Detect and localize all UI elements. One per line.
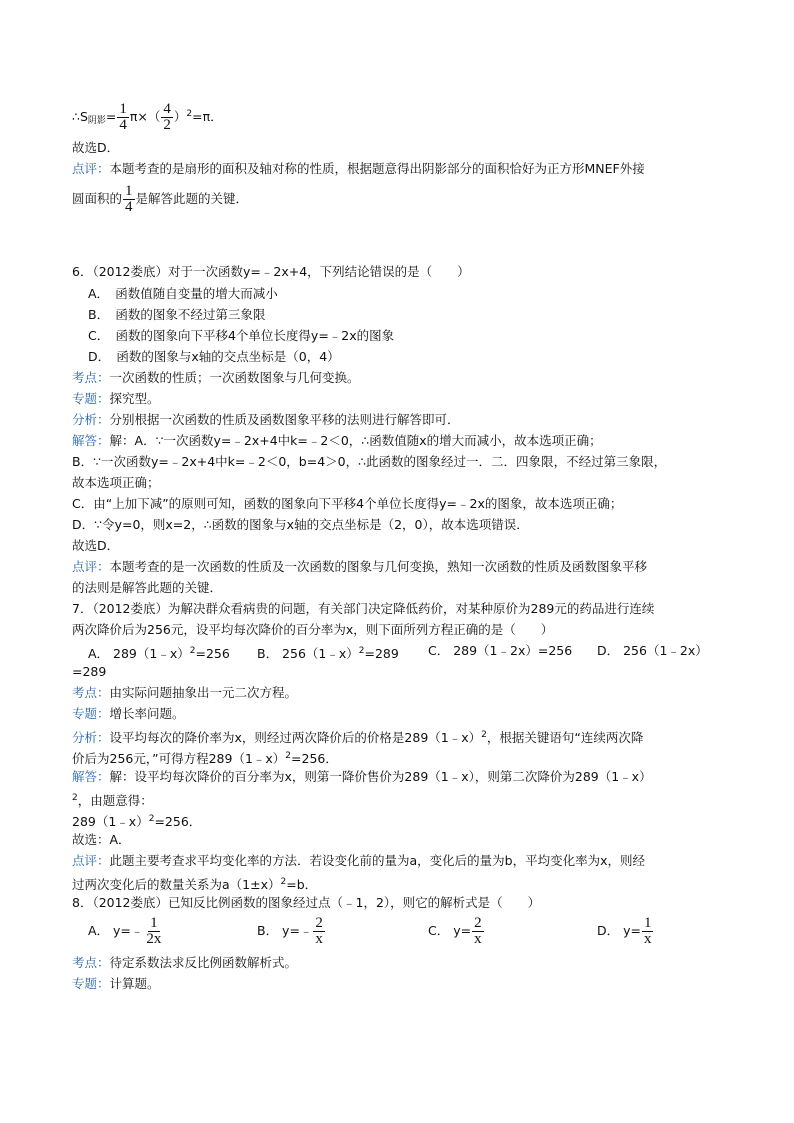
shaded-area-formula: $\therefore S_{阴影}=$ $\frac{1}{4}$ π×（ $\frac{4}{2}$ ）$^2$=π． bbox=[72, 101, 223, 133]
fraction: $\frac{1}{x}$ bbox=[643, 915, 652, 947]
fraction: $\frac{1}{4}$ bbox=[119, 101, 127, 133]
option-b: B． 256（1﹣x）$^2$=289 bbox=[257, 646, 399, 661]
solution-line: 解答：解：A．∵一次函数y=﹣2x+4中k=﹣2＜0，∴函数值随x的增大而减小，故本选项正确； bbox=[72, 433, 602, 448]
topic: 专题：增长率问题。 bbox=[72, 706, 185, 721]
analysis: 分析：分别根据一次函数的性质及函数图象平移的法则进行解答即可． bbox=[72, 412, 460, 427]
option-c: C． y= $\frac{2}{x}$ bbox=[428, 915, 482, 947]
analysis: 价后为256元，”可得方程289（1﹣x）$^2$=256． bbox=[72, 751, 338, 766]
solution-line: B．∵一次函数y=﹣2x+4中k=﹣2＜0，b=4＞0，∴此函数的图象经过一．二．四象限，不经过第三象限， bbox=[72, 454, 667, 469]
option-a: A． 函数值随自变量的增大而减小 bbox=[88, 286, 278, 301]
question-stem: 7．（2012娄底）为解决群众看病贵的问题，有关部门决定降低药价，对某种原价为289元的药品进行连续 bbox=[72, 601, 655, 616]
review-line: 点评：本题考查的是一次函数的性质及一次函数的图象与几何变换，熟知一次函数的性质及函数图象平移 bbox=[72, 559, 648, 574]
review-line: 圆面积的 $\frac{1}{4}$ 是解答此题的关键． bbox=[72, 183, 249, 215]
answer-choice: 故选：A． bbox=[72, 832, 131, 847]
option-a: A． y=﹣ $\frac{1}{2x}$ bbox=[88, 915, 162, 947]
review-line: 过两次变化后的数量关系为$a(1\pm x)^2=b$． bbox=[72, 877, 318, 892]
option-b: B． 函数的图象不经过第三象限 bbox=[88, 307, 266, 322]
option-b: B． y=﹣ $\frac{2}{x}$ bbox=[257, 915, 323, 947]
solution-line: 故本选项正确； bbox=[72, 475, 160, 490]
option-d-wrap: =289 bbox=[72, 664, 107, 679]
question-stem: 两次降价后为256元，设平均每次降价的百分率为x，则下面所列方程正确的是（ ） bbox=[72, 622, 554, 637]
review-line: 点评：此题主要考查求平均变化率的方法．若设变化前的量为a，变化后的量为b，平均变化率为x，则经 bbox=[72, 853, 646, 868]
solution-line: 289（1﹣x）$^2$=256． bbox=[72, 814, 202, 829]
knowledge-point: 考点：待定系数法求反比例函数解析式。 bbox=[72, 955, 298, 970]
solution-line: $^2$，由题意得： bbox=[72, 793, 153, 808]
solution-line: D．∵令y=0，则x=2，∴函数的图象与x轴的交点坐标是（2，0），故本选项错误． bbox=[72, 517, 529, 532]
option-d: D． 256（1﹣2x） bbox=[597, 643, 708, 658]
analysis: 分析：设平均每次的降价率为x，则经过两次降价后的价格是289（1﹣x）$^2$，根据关键语句“连续两次降 bbox=[72, 730, 644, 745]
answer-choice: 故选D． bbox=[72, 538, 120, 553]
option-c: C． 289（1﹣2x）=256 bbox=[428, 643, 573, 658]
question-stem: 6．（2012娄底）对于一次函数y=﹣2x+4，下列结论错误的是（ ） bbox=[72, 264, 470, 279]
option-a: A． 289（1﹣x）$^2$=256 bbox=[88, 646, 230, 661]
fraction: $\frac{2}{x}$ bbox=[315, 915, 323, 947]
review-line: 点评：本题考查的是扇形的面积及轴对称的性质，根据题意得出阴影部分的面积恰好为正方形MNEF外接 bbox=[72, 161, 645, 176]
answer-choice: 故选D． bbox=[72, 140, 120, 155]
option-c: C． 函数的图象向下平移4个单位长度得y=﹣2x的图象 bbox=[88, 328, 395, 343]
fraction: $\frac{1}{2x}$ bbox=[146, 915, 162, 947]
option-d: D． y= $\frac{1}{x}$ bbox=[597, 915, 652, 947]
topic: 专题：探究型。 bbox=[72, 391, 160, 406]
solution-line: C．由“上加下减”的原则可知，函数的图象向下平移4个单位长度得y=﹣2x的图象，故本选项正确； bbox=[72, 496, 623, 511]
knowledge-point: 考点：一次函数的性质；一次函数图象与几何变换。 bbox=[72, 370, 360, 385]
knowledge-point: 考点：由实际问题抽象出一元二次方程。 bbox=[72, 685, 298, 700]
option-d: D． 函数的图象与x轴的交点坐标是（0，4） bbox=[88, 349, 340, 364]
topic: 专题：计算题。 bbox=[72, 976, 160, 991]
review-line: 的法则是解答此题的关键． bbox=[72, 580, 223, 595]
fraction: $\frac{4}{2}$ bbox=[163, 101, 171, 133]
fraction: $\frac{2}{x}$ bbox=[474, 915, 482, 947]
solution-line: 解答：解：设平均每次降价的百分率为x，则第一降价售价为289（1﹣x），则第二次降价为289（1﹣x） bbox=[72, 769, 652, 784]
question-stem: 8．（2012娄底）已知反比例函数的图象经过点（﹣1，2），则它的解析式是（ ） bbox=[72, 895, 541, 910]
fraction: $\frac{1}{4}$ bbox=[125, 183, 133, 215]
